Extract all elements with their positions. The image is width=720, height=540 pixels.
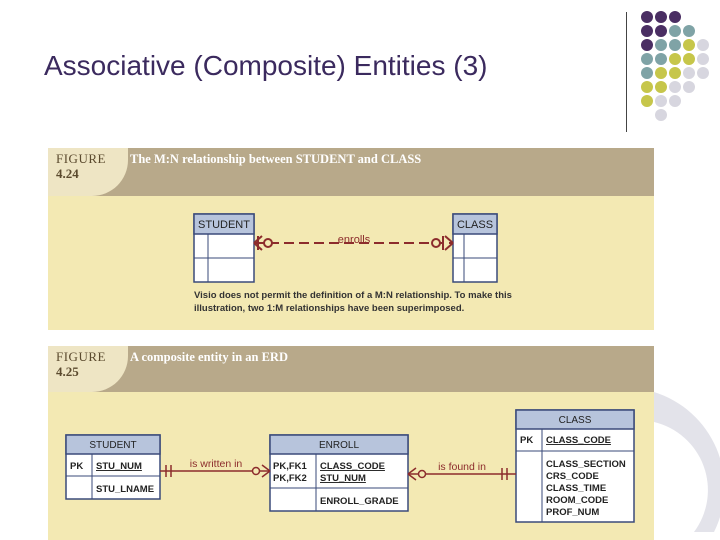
relationship-label: enrolls [337, 234, 371, 246]
figure-note: Visio does not permit the definition of a M:N relationship. To make this illustration, two 1:M relationships have been superimposed. [194, 290, 512, 314]
enroll-pk-label-1: PK,FK1 [273, 461, 307, 472]
class-attr: CRS_CODE [546, 471, 599, 482]
entity-student-label: STUDENT [198, 219, 250, 231]
figure-label: FIGURE [56, 349, 106, 364]
relationship-label-left: is written in [189, 458, 243, 470]
entity-class-label: CLASS [456, 219, 494, 231]
class-attr: ROOM_CODE [546, 495, 609, 506]
class-attr: CLASS_TIME [546, 483, 607, 494]
class-attr: CLASS_SECTION [546, 459, 626, 470]
enroll-pk-label-2: PK,FK2 [273, 473, 307, 484]
student-attr: STU_LNAME [96, 484, 155, 495]
enroll-attr: ENROLL_GRADE [320, 496, 399, 507]
class-table-header: CLASS [558, 415, 592, 426]
student-key-attr: STU_NUM [96, 461, 142, 472]
entity-class-table [516, 410, 634, 522]
relationship-label-right: is found in [438, 461, 486, 473]
student-pk-label: PK [70, 461, 84, 472]
entity-student-table [66, 435, 160, 499]
enroll-table-header: ENROLL [318, 440, 360, 451]
enroll-key-attr-2: STU_NUM [320, 473, 366, 484]
relationship-is-written-in [160, 458, 270, 477]
figure-caption: The M:N relationship between STUDENT and CLASS [130, 152, 422, 166]
class-attr: PROF_NUM [546, 507, 600, 518]
figure-caption: A composite entity in an ERD [130, 350, 288, 364]
figure-number: 4.25 [56, 364, 79, 379]
slide-title: Associative (Composite) Entities (3) [44, 50, 488, 81]
figure-label: FIGURE [56, 151, 106, 166]
student-table-header: STUDENT [89, 440, 137, 451]
figure-number: 4.24 [56, 166, 79, 181]
relationship-is-found-in [408, 461, 516, 480]
enroll-key-attr-1: CLASS_CODE [320, 461, 385, 472]
class-key-attr: CLASS_CODE [546, 435, 611, 446]
class-pk-label: PK [520, 435, 534, 446]
entity-enroll-table [270, 435, 408, 511]
